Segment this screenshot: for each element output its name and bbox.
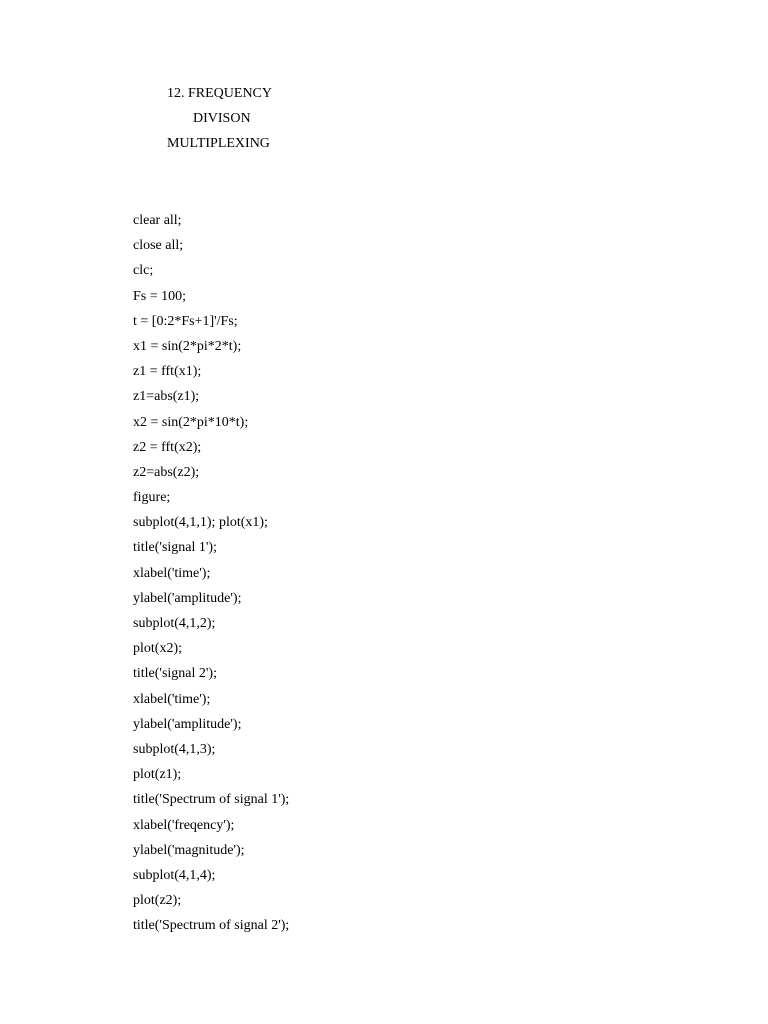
code-line: xlabel('time'); [133,691,211,707]
code-line: subplot(4,1,2); [133,616,216,631]
code-line: subplot(4,1,3); [133,741,216,757]
code-line: title('Spectrum of signal 2'); [133,918,290,934]
code-line: plot(z1); [133,767,182,783]
code-line: subplot(4,1,1); plot(x1); [133,515,268,531]
code-line: z1=abs(z1); [133,389,200,405]
code-line: xlabel('freqency'); [133,817,235,833]
code-line: ylabel('magnitude'); [133,842,245,858]
code-line: xlabel('time'); [133,565,211,581]
heading-line-2: DIVISON [193,111,251,126]
code-listing [133,211,289,941]
code-line: plot(z2); [133,893,182,909]
code-line: close all; [133,238,184,254]
code-line: z2 = fft(x2); [133,439,202,455]
code-line: t = [0:2*Fs+1]'/Fs; [133,313,238,329]
code-line: plot(x2); [133,641,182,657]
code-line: ylabel('amplitude'); [133,716,242,732]
code-line: title('signal 1'); [133,540,217,556]
code-line: z2=abs(z2); [133,464,200,480]
code-line: title('signal 2'); [133,666,217,682]
code-line: clc; [133,263,154,279]
code-line: x2 = sin(2*pi*10*t); [133,414,249,430]
code-line: ylabel('amplitude'); [133,590,242,606]
heading-line-1: 12. FREQUENCY [167,86,273,101]
code-line: x1 = sin(2*pi*2*t); [133,338,242,354]
code-line: subplot(4,1,4); [133,867,216,883]
code-line: title('Spectrum of signal 1'); [133,792,290,808]
code-line: figure; [133,490,171,506]
code-line: Fs = 100; [133,288,187,304]
code-line: z1 = fft(x1); [133,364,202,380]
heading-line-3: MULTIPLEXING [167,136,270,151]
code-line: clear all; [133,213,182,228]
